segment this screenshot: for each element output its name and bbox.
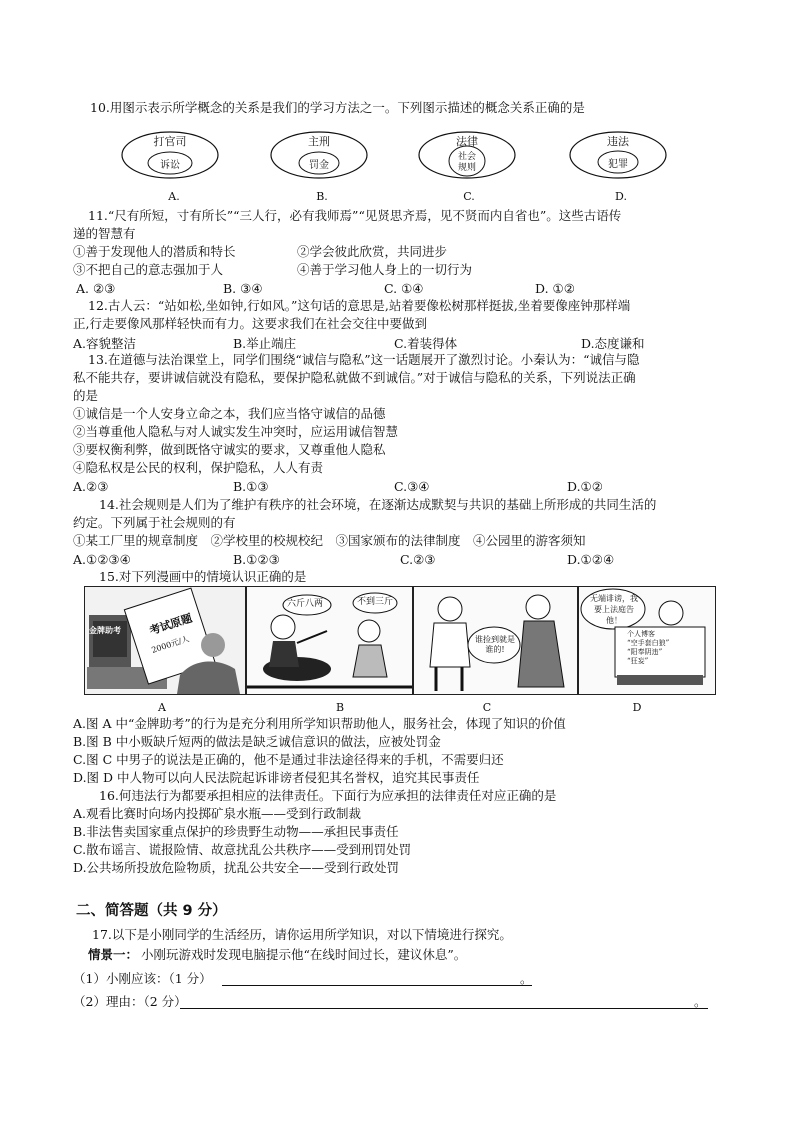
q12-line2: 正,行走要像风那样轻快而有力。这要求我们在社会交往中要做到: [73, 316, 427, 331]
cartoon-panel-b: [246, 586, 413, 695]
scene1-text: 小刚玩游戏时发现电脑提示他“在线时间过长，建议休息”。: [141, 947, 467, 962]
diagram-b-inner: 罚金: [309, 160, 329, 171]
q14-option-b: B.①②③: [233, 552, 280, 567]
q14-option-a: A.①②③④: [73, 552, 131, 567]
q15-option-d: D.图 D 中人物可以向人民法院起诉诽谤者侵犯其名誉权，追究其民事责任: [73, 770, 480, 785]
diagram-c-inner-1: 社会: [457, 152, 476, 162]
q12-option-b: B.举止端庄: [233, 336, 297, 351]
q11-s3: ③不把自己的意志强加于人: [73, 262, 224, 277]
q13-line1: 13.在道德与法治课堂上，同学们围绕“诚信与隐私”这一话题展开了激烈讨论。小秦认为：“诚信与隐: [88, 352, 640, 367]
q14-statements: ①某工厂里的规章制度 ②学校里的校规校纪 ③国家颁布的法律制度 ④公园里的游客须知: [73, 533, 586, 548]
sub-question-2: （2）理由：（2 分）: [73, 994, 187, 1009]
diagram-b-outer: 主刑: [308, 135, 330, 148]
cartoon-panel-a: [84, 586, 246, 695]
q11-option-b: B. ③④: [223, 281, 263, 296]
q13-option-d: D.①②: [567, 479, 603, 494]
panel-label-c: C: [482, 701, 492, 714]
q13-line3: 的是: [73, 388, 99, 403]
q14-option-d: D.①②④: [567, 552, 615, 567]
q16-option-b: B.非法售卖国家重点保护的珍贵野生动物——承担民事责任: [73, 824, 399, 839]
diagram-d-outer: 违法: [607, 135, 629, 148]
answer-line-2-end: 。: [694, 994, 707, 1009]
cartoon-d-bubble: 无端诽谤，我要上法庭告他！: [590, 594, 638, 625]
diagram-a-label: A.: [168, 190, 180, 203]
q14-line2: 约定。下列属于社会规则的有: [73, 515, 236, 530]
q12-option-d: D.态度谦和: [581, 336, 645, 351]
cartoon-d-screen1: 个人博客: [627, 630, 655, 638]
diagram-a-outer: 打官司: [153, 135, 187, 148]
q11-option-d: D. ①②: [535, 281, 575, 296]
answer-line-1-end: 。: [520, 971, 533, 986]
q12-option-c: C.着装得体: [394, 336, 458, 351]
q11-line2: 递的智慧有: [73, 226, 136, 241]
q17-intro: 17.以下是小刚同学的生活经历，请你运用所学知识，对以下情境进行探究。: [92, 927, 512, 942]
q13-option-c: C.③④: [394, 479, 430, 494]
q13-s4: ④隐私权是公民的权利，保护隐私，人人有责: [73, 460, 324, 475]
q15-option-a: A.图 A 中“金牌助考”的行为是充分利用所学知识帮助他人，服务社会，体现了知识的价值: [73, 716, 566, 731]
q16-stem: 16.何违法行为都要承担相应的法律责任。下面行为应承担的法律责任对应正确的是: [99, 788, 557, 803]
cartoon-d-screen3: “阳奉阴违”: [627, 648, 663, 656]
answer-line-1[interactable]: [222, 985, 532, 986]
sub-question-1: （1）小刚应该：（1 分）: [73, 971, 212, 986]
q11-option-c: C. ①④: [384, 281, 424, 296]
q12-option-a: A.容貌整洁: [73, 336, 137, 351]
panel-label-a: A: [158, 701, 166, 714]
q16-option-c: C.散布谣言、谎报险情、故意扰乱公共秩序——受到刑罚处罚: [73, 842, 412, 857]
cartoon-panel-d: [578, 586, 716, 695]
q11-s2: ②学会彼此欣赏，共同进步: [297, 244, 448, 259]
q13-option-b: B.①③: [233, 479, 269, 494]
diagram-a-inner: 诉讼: [160, 160, 180, 171]
q13-s2: ②当尊重他人隐私与对人诚实发生冲突时，应运用诚信智慧: [73, 424, 399, 439]
q13-option-a: A.②③: [73, 479, 109, 494]
q13-line2: 私不能共存，要讲诚信就没有隐私，要保护隐私就做不到诚信。”对于诚信与隐私的关系，下列说法正确: [73, 370, 636, 385]
panel-label-d: D: [632, 701, 642, 714]
diagram-d-label: D.: [615, 190, 627, 203]
q15-option-b: B.图 B 中小贩缺斤短两的做法是缺乏诚信意识的做法，应被处罚金: [73, 734, 441, 749]
cartoon-b-bubble1: 六斤八两: [287, 599, 324, 609]
q11-line1: 11.“尺有所短，寸有所长”“三人行，必有我师焉”“见贤思齐焉，见不贤而内自省也”。这些古语传: [88, 208, 622, 223]
cartoon-a-sign1: 考试原题: [147, 611, 194, 638]
cartoon-d-screen2: “空手套白狼”: [627, 639, 670, 647]
section-title: 二、简答题（共 9 分）: [76, 903, 227, 919]
panel-label-b: B: [335, 701, 345, 714]
cartoon-d-screen4: “狂妄”: [627, 657, 649, 665]
q15-stem: 15.对下列漫画中的情境认识正确的是: [99, 569, 307, 584]
diagram-d-inner: 犯罪: [608, 159, 628, 170]
scene1-label: 情景一：: [88, 947, 139, 962]
q11-s4: ④善于学习他人身上的一切行为: [297, 262, 473, 277]
q12-line1: 12.古人云：“站如松,坐如钟,行如风。”这句话的意思是,站着要像松树那样挺拔,坐着要像座钟那样端: [88, 298, 631, 313]
answer-line-2[interactable]: [180, 1008, 708, 1009]
cartoon-a-sign2: 2000元/人: [150, 634, 191, 655]
q15-option-c: C.图 C 中男子的说法是正确的，他不是通过非法途径得来的手机，不需要归还: [73, 752, 504, 767]
q14-option-c: C.②③: [400, 552, 436, 567]
q11-option-a: A. ②③: [76, 281, 116, 296]
diagram-c-label: C.: [463, 190, 475, 203]
q13-s3: ③要权衡利弊，做到既恪守诚实的要求，又尊重他人隐私: [73, 442, 386, 457]
q16-option-a: A.观看比赛时向场内投掷矿泉水瓶——受到行政制裁: [73, 806, 362, 821]
q11-s1: ①善于发现他人的潜质和特长: [73, 244, 236, 259]
q10-stem: 10.用图示表示所学概念的关系是我们的学习方法之一。下列图示描述的概念关系正确的是: [90, 100, 585, 115]
cartoon-b-bubble2: 不到三斤: [357, 597, 394, 607]
diagram-b-label: B.: [316, 190, 328, 203]
q14-line1: 14.社会规则是人们为了维护有秩序的社会环境，在逐渐达成默契与共识的基础上所形成的共同生活的: [99, 497, 657, 512]
diagram-c-outer: 法律: [456, 135, 478, 148]
diagram-c-inner-2: 规则: [457, 163, 476, 173]
cartoon-a-banner: 金牌助考: [89, 625, 121, 635]
q16-option-d: D.公共场所投放危险物质，扰乱公共安全——受到行政处罚: [73, 860, 400, 875]
q13-s1: ①诚信是一个人安身立命之本，我们应当恪守诚信的品德: [73, 406, 386, 421]
cartoon-panel-c: [413, 586, 578, 695]
cartoon-c-bubble: 谁捡到就是谁的!: [475, 635, 515, 654]
